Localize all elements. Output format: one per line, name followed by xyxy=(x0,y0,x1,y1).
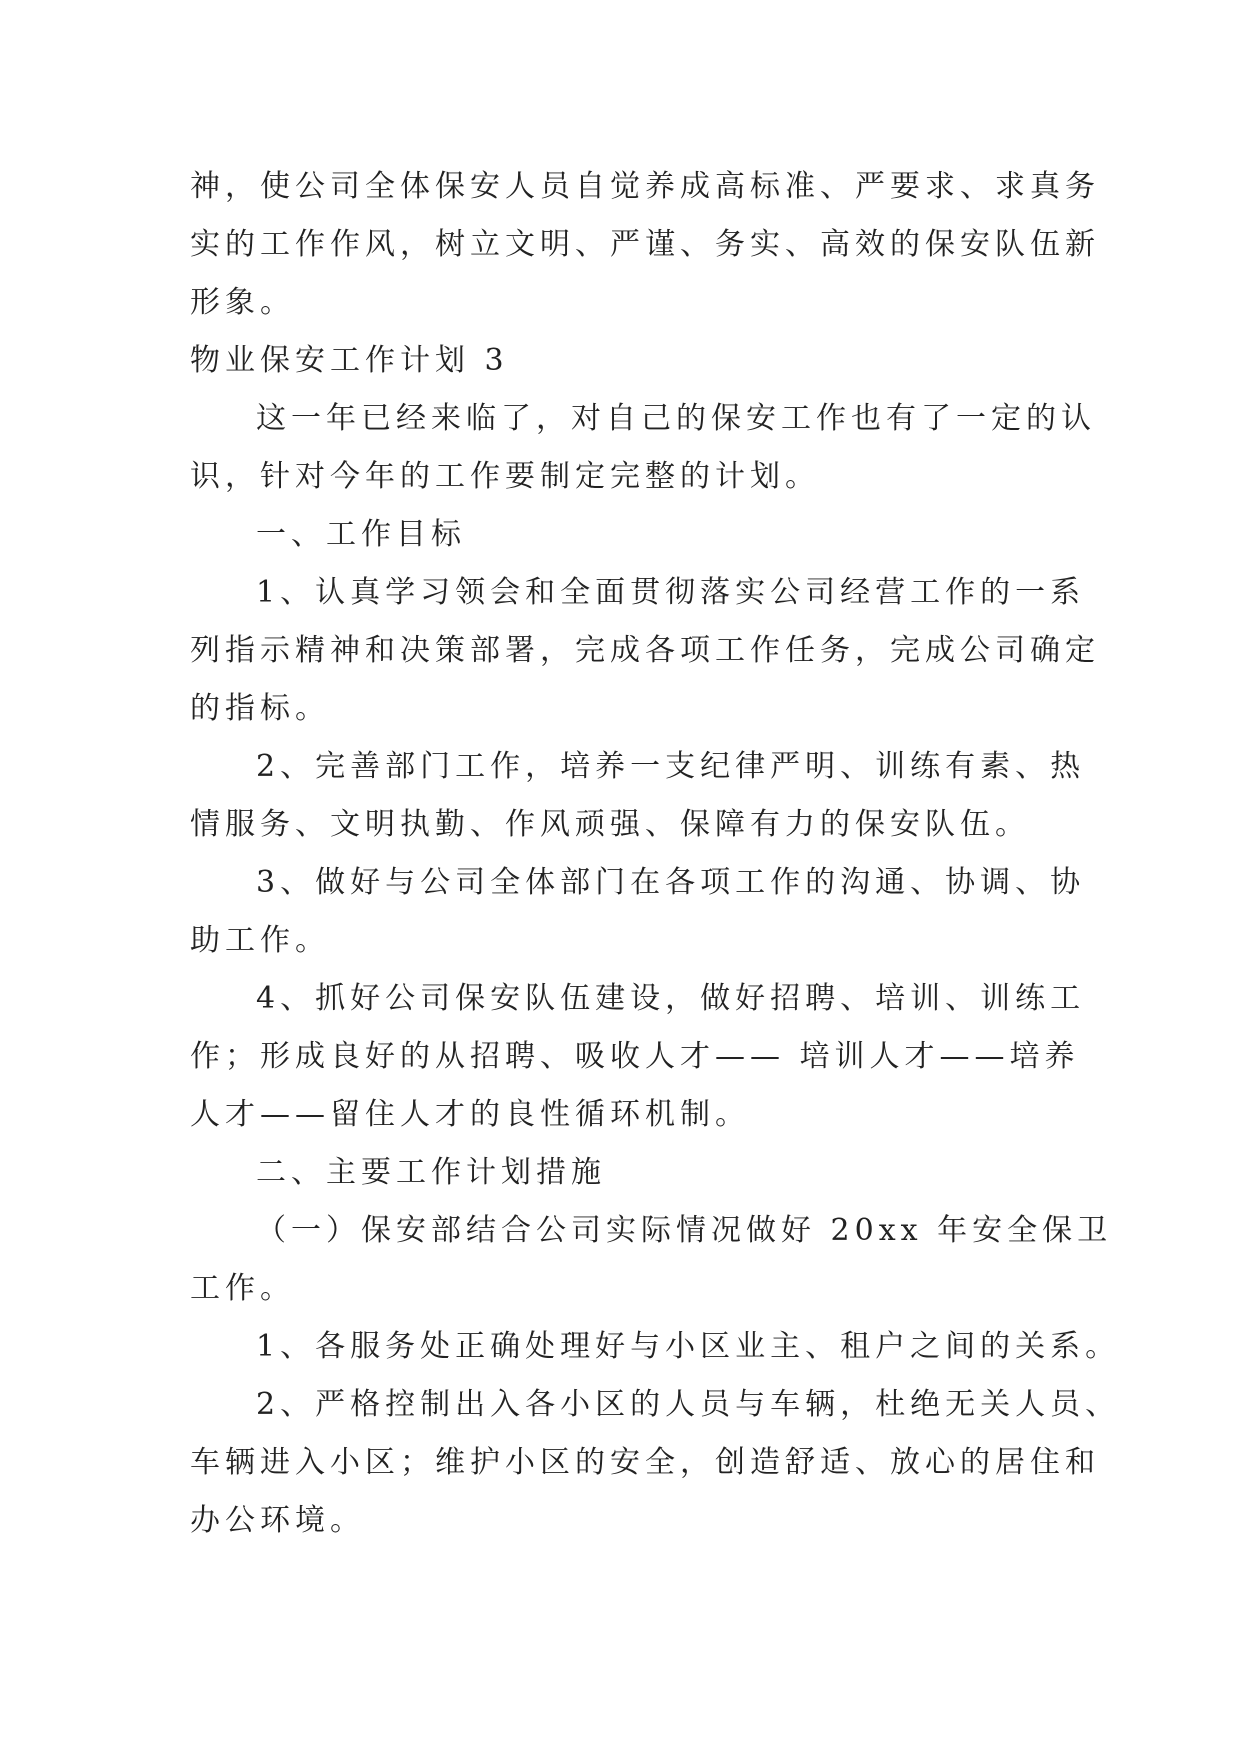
text-line: 工作。 xyxy=(190,1271,295,1306)
text-line: 办公环境。 xyxy=(190,1503,365,1538)
text-line: 4、抓好公司保安队伍建设，做好招聘、培训、训练工 xyxy=(256,981,1086,1016)
text-line: 作；形成良好的从招聘、吸收人才—— 培训人才——培养 xyxy=(190,1039,1080,1074)
text-line: 神，使公司全体保安人员自觉养成高标准、严要求、求真务 xyxy=(190,169,1100,204)
text-line: 这一年已经来临了，对自己的保安工作也有了一定的认 xyxy=(256,401,1096,436)
text-line: 识，针对今年的工作要制定完整的计划。 xyxy=(190,459,820,494)
section-heading: 物业保安工作计划 3 xyxy=(190,343,509,378)
text-line: 形象。 xyxy=(190,285,295,320)
text-line: 实的工作作风，树立文明、严谨、务实、高效的保安队伍新 xyxy=(190,227,1100,262)
subheading: 一、工作目标 xyxy=(256,517,466,552)
text-line: 1、认真学习领会和全面贯彻落实公司经营工作的一系 xyxy=(256,575,1086,610)
text-line: 情服务、文明执勤、作风顽强、保障有力的保安队伍。 xyxy=(190,807,1030,842)
text-line: 人才——留住人才的良性循环机制。 xyxy=(190,1097,750,1132)
text-line: 车辆进入小区；维护小区的安全，创造舒适、放心的居住和 xyxy=(190,1445,1100,1480)
text-line: 列指示精神和决策部署，完成各项工作任务，完成公司确定 xyxy=(190,633,1100,668)
subheading: 二、主要工作计划措施 xyxy=(256,1155,606,1190)
text-line: 2、完善部门工作，培养一支纪律严明、训练有素、热 xyxy=(256,749,1086,784)
document-body xyxy=(190,158,1121,1550)
text-line: 3、做好与公司全体部门在各项工作的沟通、协调、协 xyxy=(256,865,1086,900)
text-line: 1、各服务处正确处理好与小区业主、租户之间的关系。 xyxy=(256,1329,1121,1364)
text-line: 2、严格控制出入各小区的人员与车辆，杜绝无关人员、 xyxy=(256,1387,1121,1422)
text-line: （一）保安部结合公司实际情况做好 20xx 年安全保卫 xyxy=(256,1213,1113,1248)
text-line: 的指标。 xyxy=(190,691,330,726)
text-line: 助工作。 xyxy=(190,923,330,958)
